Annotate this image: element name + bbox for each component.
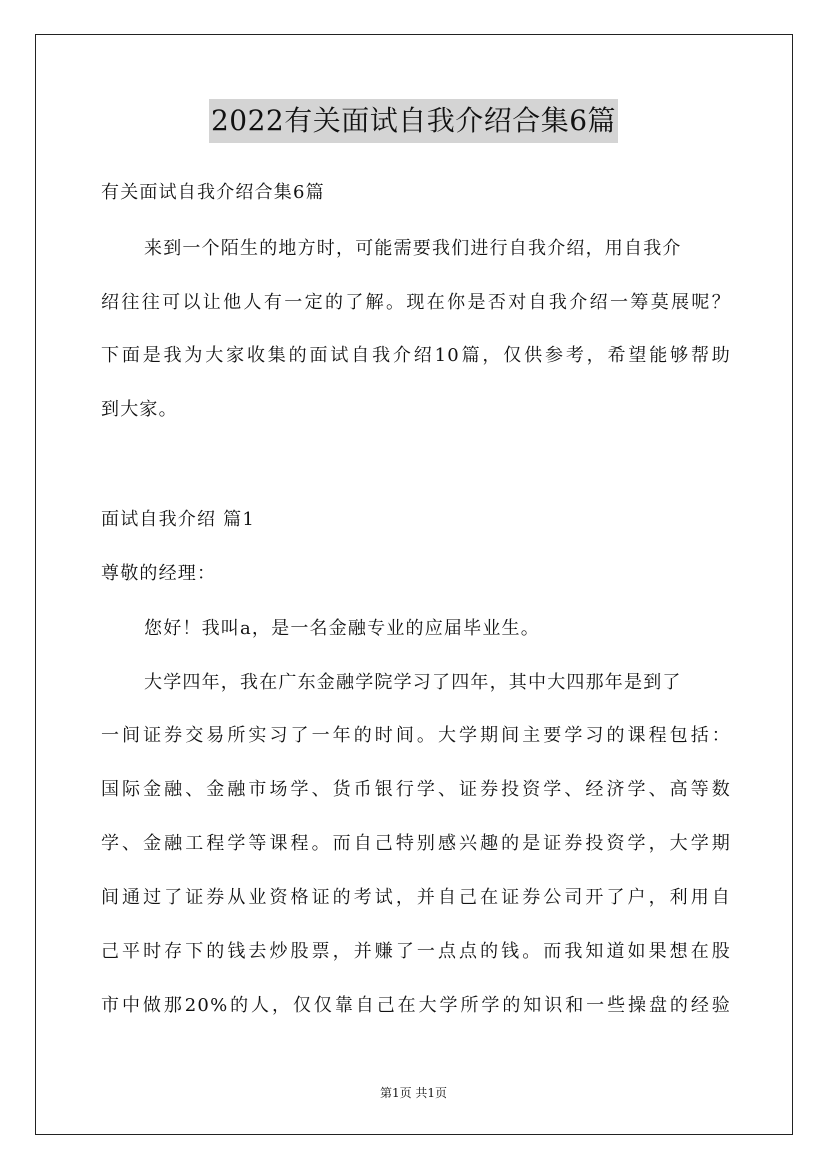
section-heading: 面试自我介绍 篇1 <box>101 509 255 530</box>
intro-line-4: 到大家。 <box>101 399 178 420</box>
body-line-3: 国际金融、金融市场学、货币银行学、证券投资学、经济学、高等数 <box>101 779 731 800</box>
body-line-1: 大学四年，我在广东金融学院学习了四年，其中大四那年是到了 <box>144 672 682 693</box>
salutation: 尊敬的经理： <box>101 563 217 584</box>
intro-line-2: 绍往往可以让他人有一定的了解。现在你是否对自我介绍一筹莫展呢？ <box>101 292 731 313</box>
body-line-2: 一间证券交易所实习了一年的时间。大学期间主要学习的课程包括： <box>101 725 731 746</box>
title-container <box>0 99 827 143</box>
document-title: 2022有关面试自我介绍合集6篇 <box>209 99 618 143</box>
body-line-5: 间通过了证券从业资格证的考试，并自己在证券公司开了户，利用自 <box>101 887 731 908</box>
body-line-6: 己平时存下的钱去炒股票，并赚了一点点的钱。而我知道如果想在股 <box>101 941 731 962</box>
body-line-4: 学、金融工程学等课程。而自己特别感兴趣的是证券投资学，大学期 <box>101 833 731 854</box>
intro-line-3: 下面是我为大家收集的面试自我介绍10篇，仅供参考，希望能够帮助 <box>101 345 731 366</box>
page-footer: 第1页 共1页 <box>379 1086 448 1100</box>
greeting: 您好！我叫a，是一名金融专业的应届毕业生。 <box>144 618 540 639</box>
intro-line-1: 来到一个陌生的地方时，可能需要我们进行自我介绍，用自我介 <box>144 238 682 259</box>
body-line-7: 市中做那20%的人，仅仅靠自己在大学所学的知识和一些操盘的经验 <box>101 995 731 1016</box>
document-subtitle: 有关面试自我介绍合集6篇 <box>101 182 325 203</box>
